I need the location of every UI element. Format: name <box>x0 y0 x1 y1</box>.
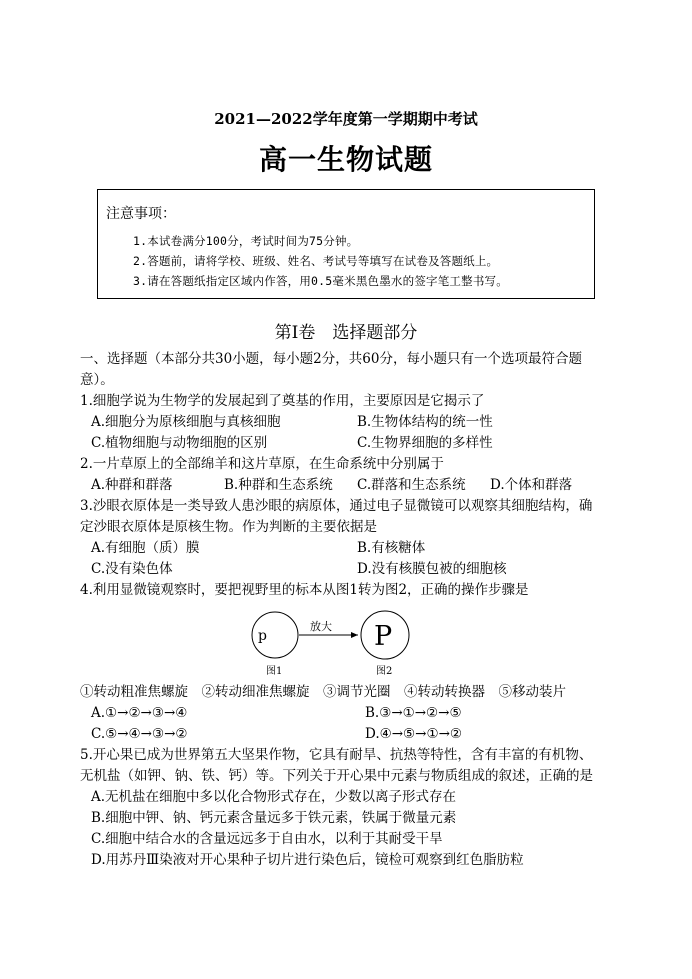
question-stem: 无机盐（如钾、钠、铁、钙）等。下列关于开心果中元素与物质组成的叙述，正确的是 <box>80 768 593 784</box>
fig1-caption: 图1 <box>266 666 283 677</box>
section-instructions: 一、选择题（本部分共30小题，每小题2分，共60分，每小题只有一个选项最符合题 <box>80 351 582 367</box>
question-stem: 5.开心果已成为世界第五大坚果作物，它具有耐旱、抗热等特性，含有丰富的有机物、 <box>80 747 593 763</box>
arrow-label: 放大 <box>310 620 332 633</box>
operation-steps: ①转动粗准焦螺旋 ②转动细准焦螺旋 ③调节光圈 ④转动转换器 ⑤移动装片 <box>80 684 566 700</box>
arrow-head-icon <box>351 632 358 638</box>
exam-name: 2021—2022学年度第一学期期中考试 <box>214 110 478 128</box>
notice-item: 3.请在答题纸指定区域内作答，用0.5毫米黑色墨水的签字笔工整书写。 <box>133 274 508 288</box>
question-stem: 3.沙眼衣原体是一类导致人患沙眼的病原体，通过电子显微镜可以观察其细胞结构，确 <box>80 498 593 514</box>
option-c: C.群落和生态系统 <box>357 477 466 493</box>
option-a: A.无机盐在细胞中多以化合物形式存在，少数以离子形式存在 <box>91 789 457 805</box>
option-a: A.细胞分为原核细胞与真核细胞 <box>91 414 281 430</box>
option-d: D.用苏丹Ⅲ染液对开心果种子切片进行染色后，镜检可观察到红色脂肪粒 <box>91 852 524 868</box>
specimen-small-letter: p <box>258 628 267 644</box>
section-title: 第Ⅰ卷 选择题部分 <box>274 323 418 343</box>
option-a: A.有细胞（质）膜 <box>91 540 200 556</box>
notice-item: 1.本试卷满分100分，考试时间为75分钟。 <box>133 234 359 248</box>
page-title: 高一生物试题 <box>258 143 433 176</box>
option-c: C.植物细胞与动物细胞的区别 <box>91 435 268 451</box>
question-stem: 定沙眼衣原体是原核生物。作为判断的主要依据是 <box>80 519 377 535</box>
specimen-large-letter: P <box>374 621 393 652</box>
option-d: D.④→⑤→①→② <box>365 726 462 742</box>
option-b: B.种群和生态系统 <box>224 477 333 493</box>
microscope-diagram <box>250 603 440 679</box>
question-stem: 2.一片草原上的全部绵羊和这片草原，在生命系统中分别属于 <box>80 456 444 472</box>
option-c: C.没有染色体 <box>91 561 173 577</box>
option-d: D.没有核膜包被的细胞核 <box>357 561 507 577</box>
option-b: B.③→①→②→⑤ <box>365 705 462 721</box>
option-a: A.种群和群落 <box>91 477 173 493</box>
notice-title: 注意事项： <box>106 206 176 222</box>
option-b: B.细胞中钾、钠、钙元素含量远多于铁元素，铁属于微量元素 <box>91 810 457 826</box>
question-stem: 1.细胞学说为生物学的发展起到了奠基的作用，主要原因是它揭示了 <box>80 393 485 409</box>
option-c: C.细胞中结合水的含量远远多于自由水，以利于其耐受干旱 <box>91 831 443 847</box>
option-b: B.有核糖体 <box>357 540 426 556</box>
notice-item: 2.答题前，请将学校、班级、姓名、考试号等填写在试卷及答题纸上。 <box>133 254 499 268</box>
option-d: D.个体和群落 <box>490 477 573 493</box>
question-stem: 4.利用显微镜观察时，要把视野里的标本从图1转为图2，正确的操作步骤是 <box>80 582 529 598</box>
fig2-caption: 图2 <box>376 666 393 677</box>
section-instructions: 意）。 <box>80 372 114 388</box>
option-b: B.生物体结构的统一性 <box>357 414 493 430</box>
option-a: A.①→②→③→④ <box>91 705 188 721</box>
option-c: C.⑤→④→③→② <box>91 726 188 742</box>
option-d: C.生物界细胞的多样性 <box>357 435 493 451</box>
